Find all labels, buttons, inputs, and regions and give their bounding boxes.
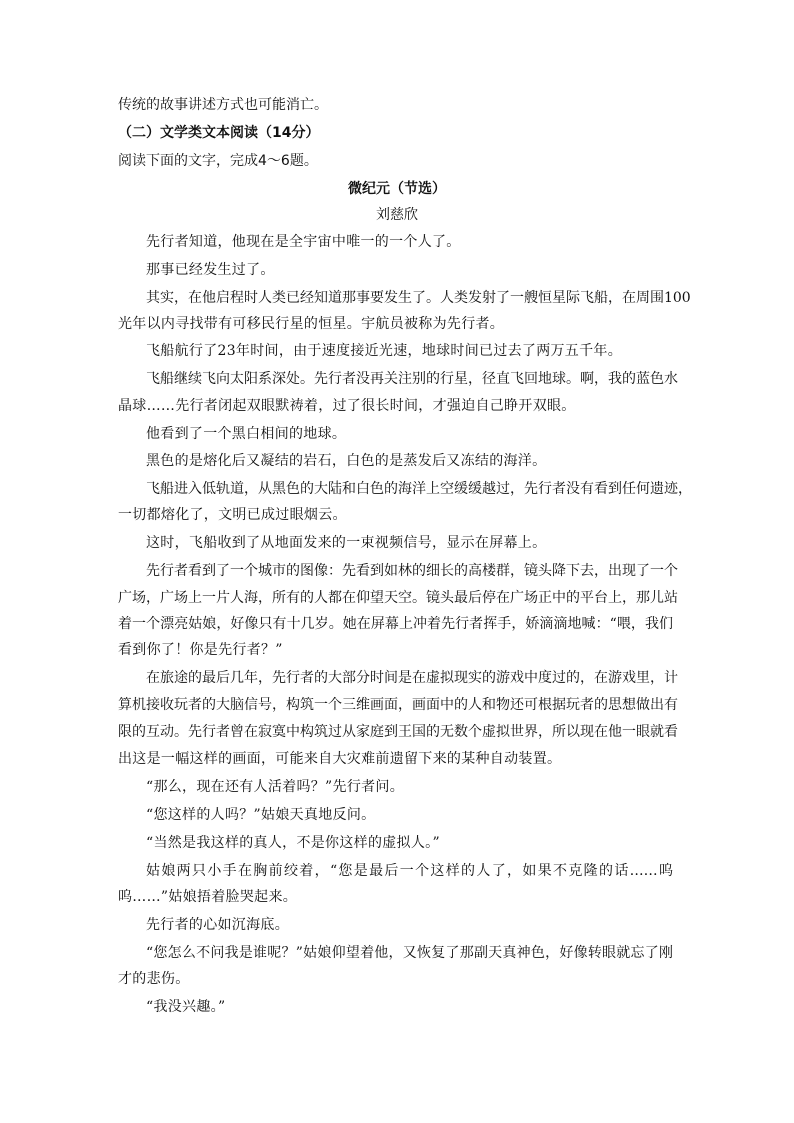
- paragraph-line: 才的悲伤。: [118, 971, 190, 987]
- paragraph-line: 其实，在他启程时人类已经知道那事要发生了。人类发射了一艘恒星际飞船，在周围100: [146, 290, 691, 306]
- paragraph-line: 先行者知道，他现在是全宇宙中唯一的一个人了。: [146, 234, 461, 250]
- paragraph-line: 这时，飞船收到了从地面发来的一束视频信号，显示在屏幕上。: [146, 535, 547, 551]
- paragraph-line: 广场，广场上一片人海，所有的人都在仰望天空。镜头最后停在广场正中的平台上，那儿站: [118, 590, 678, 606]
- paragraph-line: 飞船进入低轨道，从黑色的大陆和白色的海洋上空缓缓越过，先行者没有看到任何遗迹，: [146, 481, 692, 497]
- paragraph-line: 呜……”姑娘捂着脸哭起来。: [118, 889, 298, 905]
- paragraph-line: 着一个漂亮姑娘，好像只有十几岁。她在屏幕上冲着先行者挥手，娇滴滴地喊：“喂，我们: [118, 616, 673, 632]
- paragraph-line: 一切都熔化了，文明已成过眼烟云。: [118, 507, 347, 523]
- paragraph-line: 黑色的是熔化后又凝结的岩石，白色的是蒸发后又冻结的海洋。: [146, 453, 547, 469]
- paragraph-line: “您这样的人吗？”姑娘天真地反问。: [146, 807, 376, 823]
- paragraph-line: “那么，现在还有人活着吗？”先行者问。: [146, 779, 405, 795]
- article-title: 微纪元（节选）: [348, 181, 446, 197]
- paragraph-line: 那事已经发生过了。: [146, 262, 275, 278]
- paragraph-line: 先行者看到了一个城市的图像：先看到如林的细长的高楼群，镜头降下去，出现了一个: [146, 563, 678, 579]
- paragraph-line: 出这是一幅这样的画面，可能来自大灾难前遗留下来的某种自动装置。: [118, 751, 562, 767]
- paragraph-line: 飞船继续飞向太阳系深处。先行者没再关注别的行星，径直飞回地球。啊，我的蓝色水: [146, 371, 678, 387]
- paragraph-line: 算机接收玩者的大脑信号，构筑一个三维画面，画面中的人和物还可根据玩者的思想做出有: [118, 697, 678, 713]
- paragraph-line: 在旅途的最后几年，先行者的大部分时间是在虚拟现实的游戏中度过的，在游戏里，计: [146, 670, 678, 686]
- section-heading: （二）文学类文本阅读（14分）: [118, 125, 320, 141]
- paragraph-line: 姑娘两只小手在胸前绞着，“您是最后一个这样的人了，如果不克隆的话……呜: [146, 863, 673, 879]
- paragraph-line: “您怎么不问我是谁呢？”姑娘仰望着他，又恢复了那副天真神色，好像转眼就忘了刚: [146, 945, 673, 961]
- question-instruction: 阅读下面的文字，完成4～6题。: [118, 153, 318, 169]
- article-author: 刘慈欣: [376, 207, 418, 223]
- paragraph-line: 限的互动。先行者曾在寂寞中构筑过从家庭到王国的无数个虚拟世界，所以现在他一眼就看: [118, 724, 678, 740]
- paragraph-line: “我没兴趣。”: [146, 999, 226, 1015]
- paragraph-line: 光年以内寻找带有可移民行星的恒星。宇航员被称为先行者。: [118, 316, 505, 332]
- previous-paragraph-end: 传统的故事讲述方式也可能消亡。: [118, 97, 328, 113]
- paragraph-line: 看到你了！你是先行者？”: [118, 642, 283, 658]
- paragraph-line: 先行者的心如沉海底。: [146, 917, 289, 933]
- paragraph-line: 飞船航行了23年时间，由于速度接近光速，地球时间已过去了两万五千年。: [146, 343, 623, 359]
- paragraph-line: 他看到了一个黑白相间的地球。: [146, 426, 347, 442]
- paragraph-line: 晶球……先行者闭起双眼默祷着，过了很长时间，才强迫自己睁开双眼。: [118, 398, 576, 414]
- paragraph-line: “当然是我这样的真人，不是你这样的虚拟人。”: [146, 835, 440, 851]
